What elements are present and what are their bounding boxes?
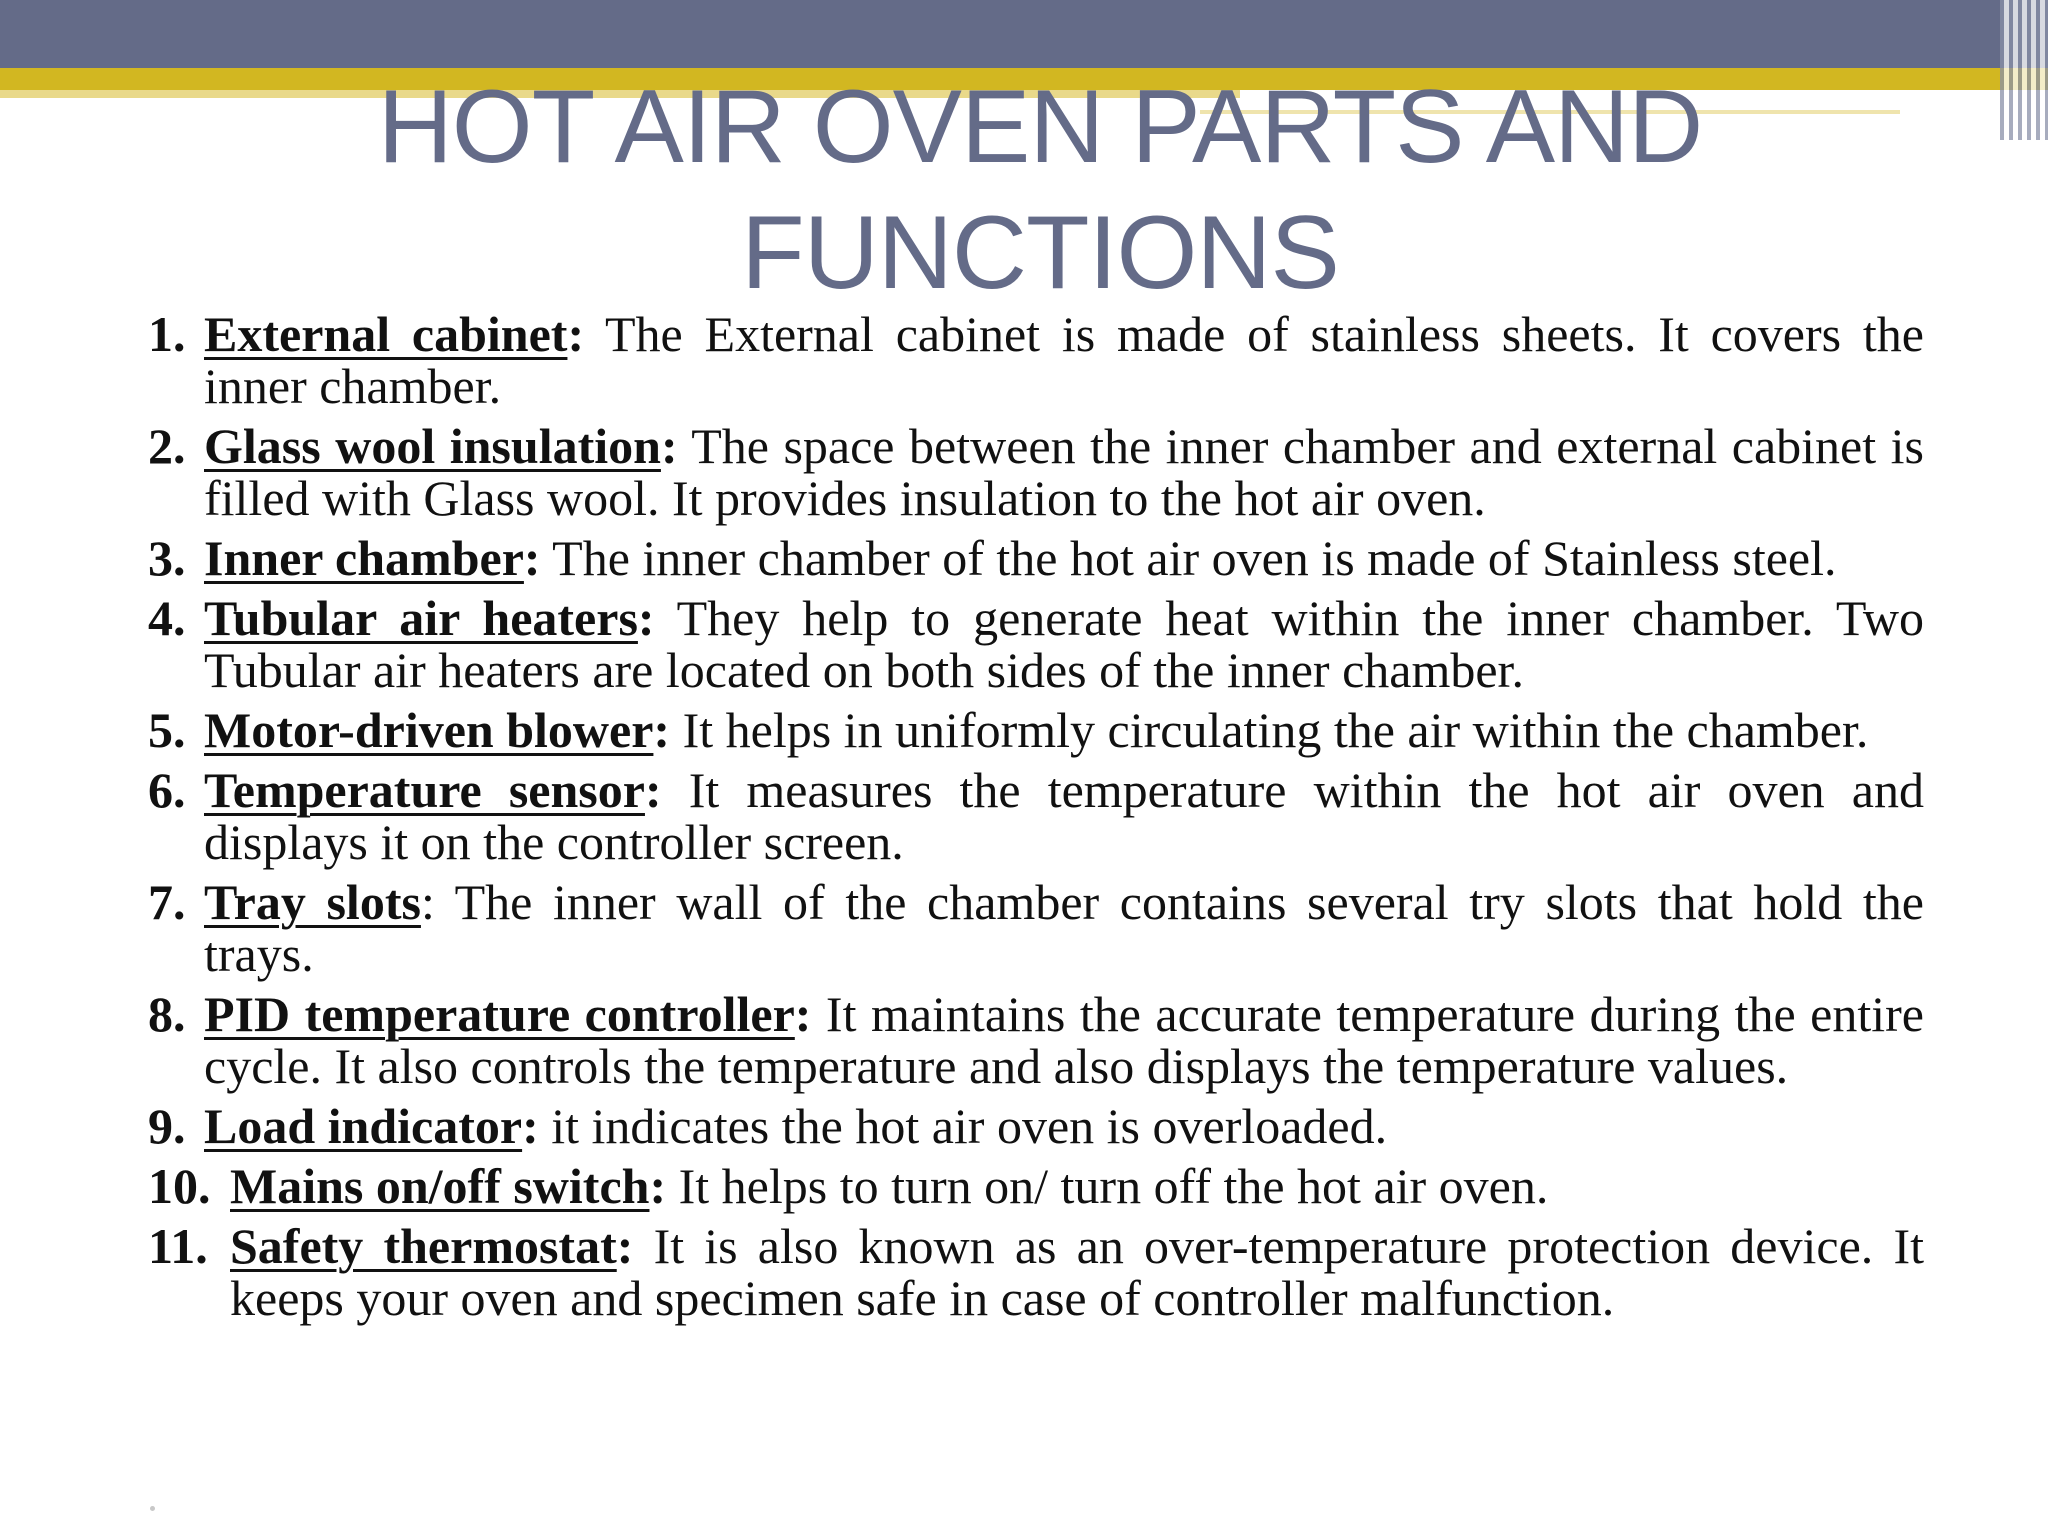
list-item [148, 420, 1924, 524]
item-colon: : [644, 762, 662, 818]
item-colon: : [567, 306, 585, 362]
list-item [148, 1220, 1924, 1324]
item-description: It is also known as an over-temperature protection device. It keeps your oven and specimen safe in case of controller malfunction. [230, 1218, 1924, 1326]
item-colon: : [649, 1158, 667, 1214]
list-item [148, 532, 1924, 584]
item-number: 7. [148, 874, 186, 930]
list-item [148, 876, 1924, 980]
item-number: 9. [148, 1098, 186, 1154]
item-colon: : [653, 702, 671, 758]
item-description: The inner chamber of the hot air oven is made of Stainless steel. [540, 530, 1837, 586]
list-item [148, 764, 1924, 868]
item-number: 6. [148, 762, 186, 818]
item-colon: : [523, 530, 541, 586]
item-description: it indicates the hot air oven is overloaded. [538, 1098, 1388, 1154]
item-description: They help to generate heat within the inner chamber. Two Tubular air heaters are located on both sides of the inner chamber. [204, 590, 1924, 698]
item-colon: : [420, 874, 435, 930]
item-term: Tubular air heaters [204, 590, 638, 646]
item-term: Mains on/off switch [230, 1158, 650, 1214]
slide-title [0, 64, 2048, 316]
list-item [148, 308, 1924, 412]
item-number: 2. [148, 418, 186, 474]
list-item [148, 1160, 1924, 1212]
list-item [148, 988, 1924, 1092]
item-term: Safety thermostat [230, 1218, 617, 1274]
item-term: Tray slots [204, 874, 421, 930]
item-colon: : [660, 418, 678, 474]
decorative-dot [150, 1506, 155, 1511]
item-number: 5. [148, 702, 186, 758]
top-banner-bar [0, 0, 2048, 68]
item-description: It maintains the accurate temperature during the entire cycle. It also controls the temperature and also displays the temperature values. [204, 986, 1924, 1094]
item-term: Load indicator [204, 1098, 523, 1154]
item-colon: : [637, 590, 655, 646]
item-term: Glass wool insulation [204, 418, 661, 474]
slide-title-line2: FUNCTIONS [741, 195, 1339, 311]
list-item [148, 1100, 1924, 1152]
item-colon: : [616, 1218, 634, 1274]
slide-title-line1: HOT AIR OVEN PARTS AND [377, 69, 1703, 185]
item-number: 8. [148, 986, 186, 1042]
item-description: It helps to turn on/ turn off the hot air oven. [666, 1158, 1549, 1214]
parts-list [148, 308, 1924, 1332]
item-description: The inner wall of the chamber contains several try slots that hold the trays. [204, 874, 1924, 982]
item-number: 3. [148, 530, 186, 586]
item-description: It measures the temperature within the hot air oven and displays it on the controller screen. [204, 762, 1924, 870]
item-colon: : [522, 1098, 539, 1154]
item-number: 10. [148, 1158, 211, 1214]
item-term: Temperature sensor [204, 762, 645, 818]
item-term: Inner chamber [204, 530, 524, 586]
item-number: 1. [148, 306, 186, 362]
item-colon: : [794, 986, 812, 1042]
item-term: PID temperature controller [204, 986, 795, 1042]
item-description: The External cabinet is made of stainless sheets. It covers the inner chamber. [204, 306, 1924, 414]
item-description: It helps in uniformly circulating the air within the chamber. [670, 702, 1869, 758]
item-term: Motor-driven blower [204, 702, 654, 758]
list-item [148, 704, 1924, 756]
item-term: External cabinet [204, 306, 568, 362]
item-description: The space between the inner chamber and external cabinet is filled with Glass wool. It provides insulation to the hot air oven. [204, 418, 1925, 526]
item-number: 4. [148, 590, 186, 646]
list-item [148, 592, 1924, 696]
item-number: 11. [148, 1218, 208, 1274]
